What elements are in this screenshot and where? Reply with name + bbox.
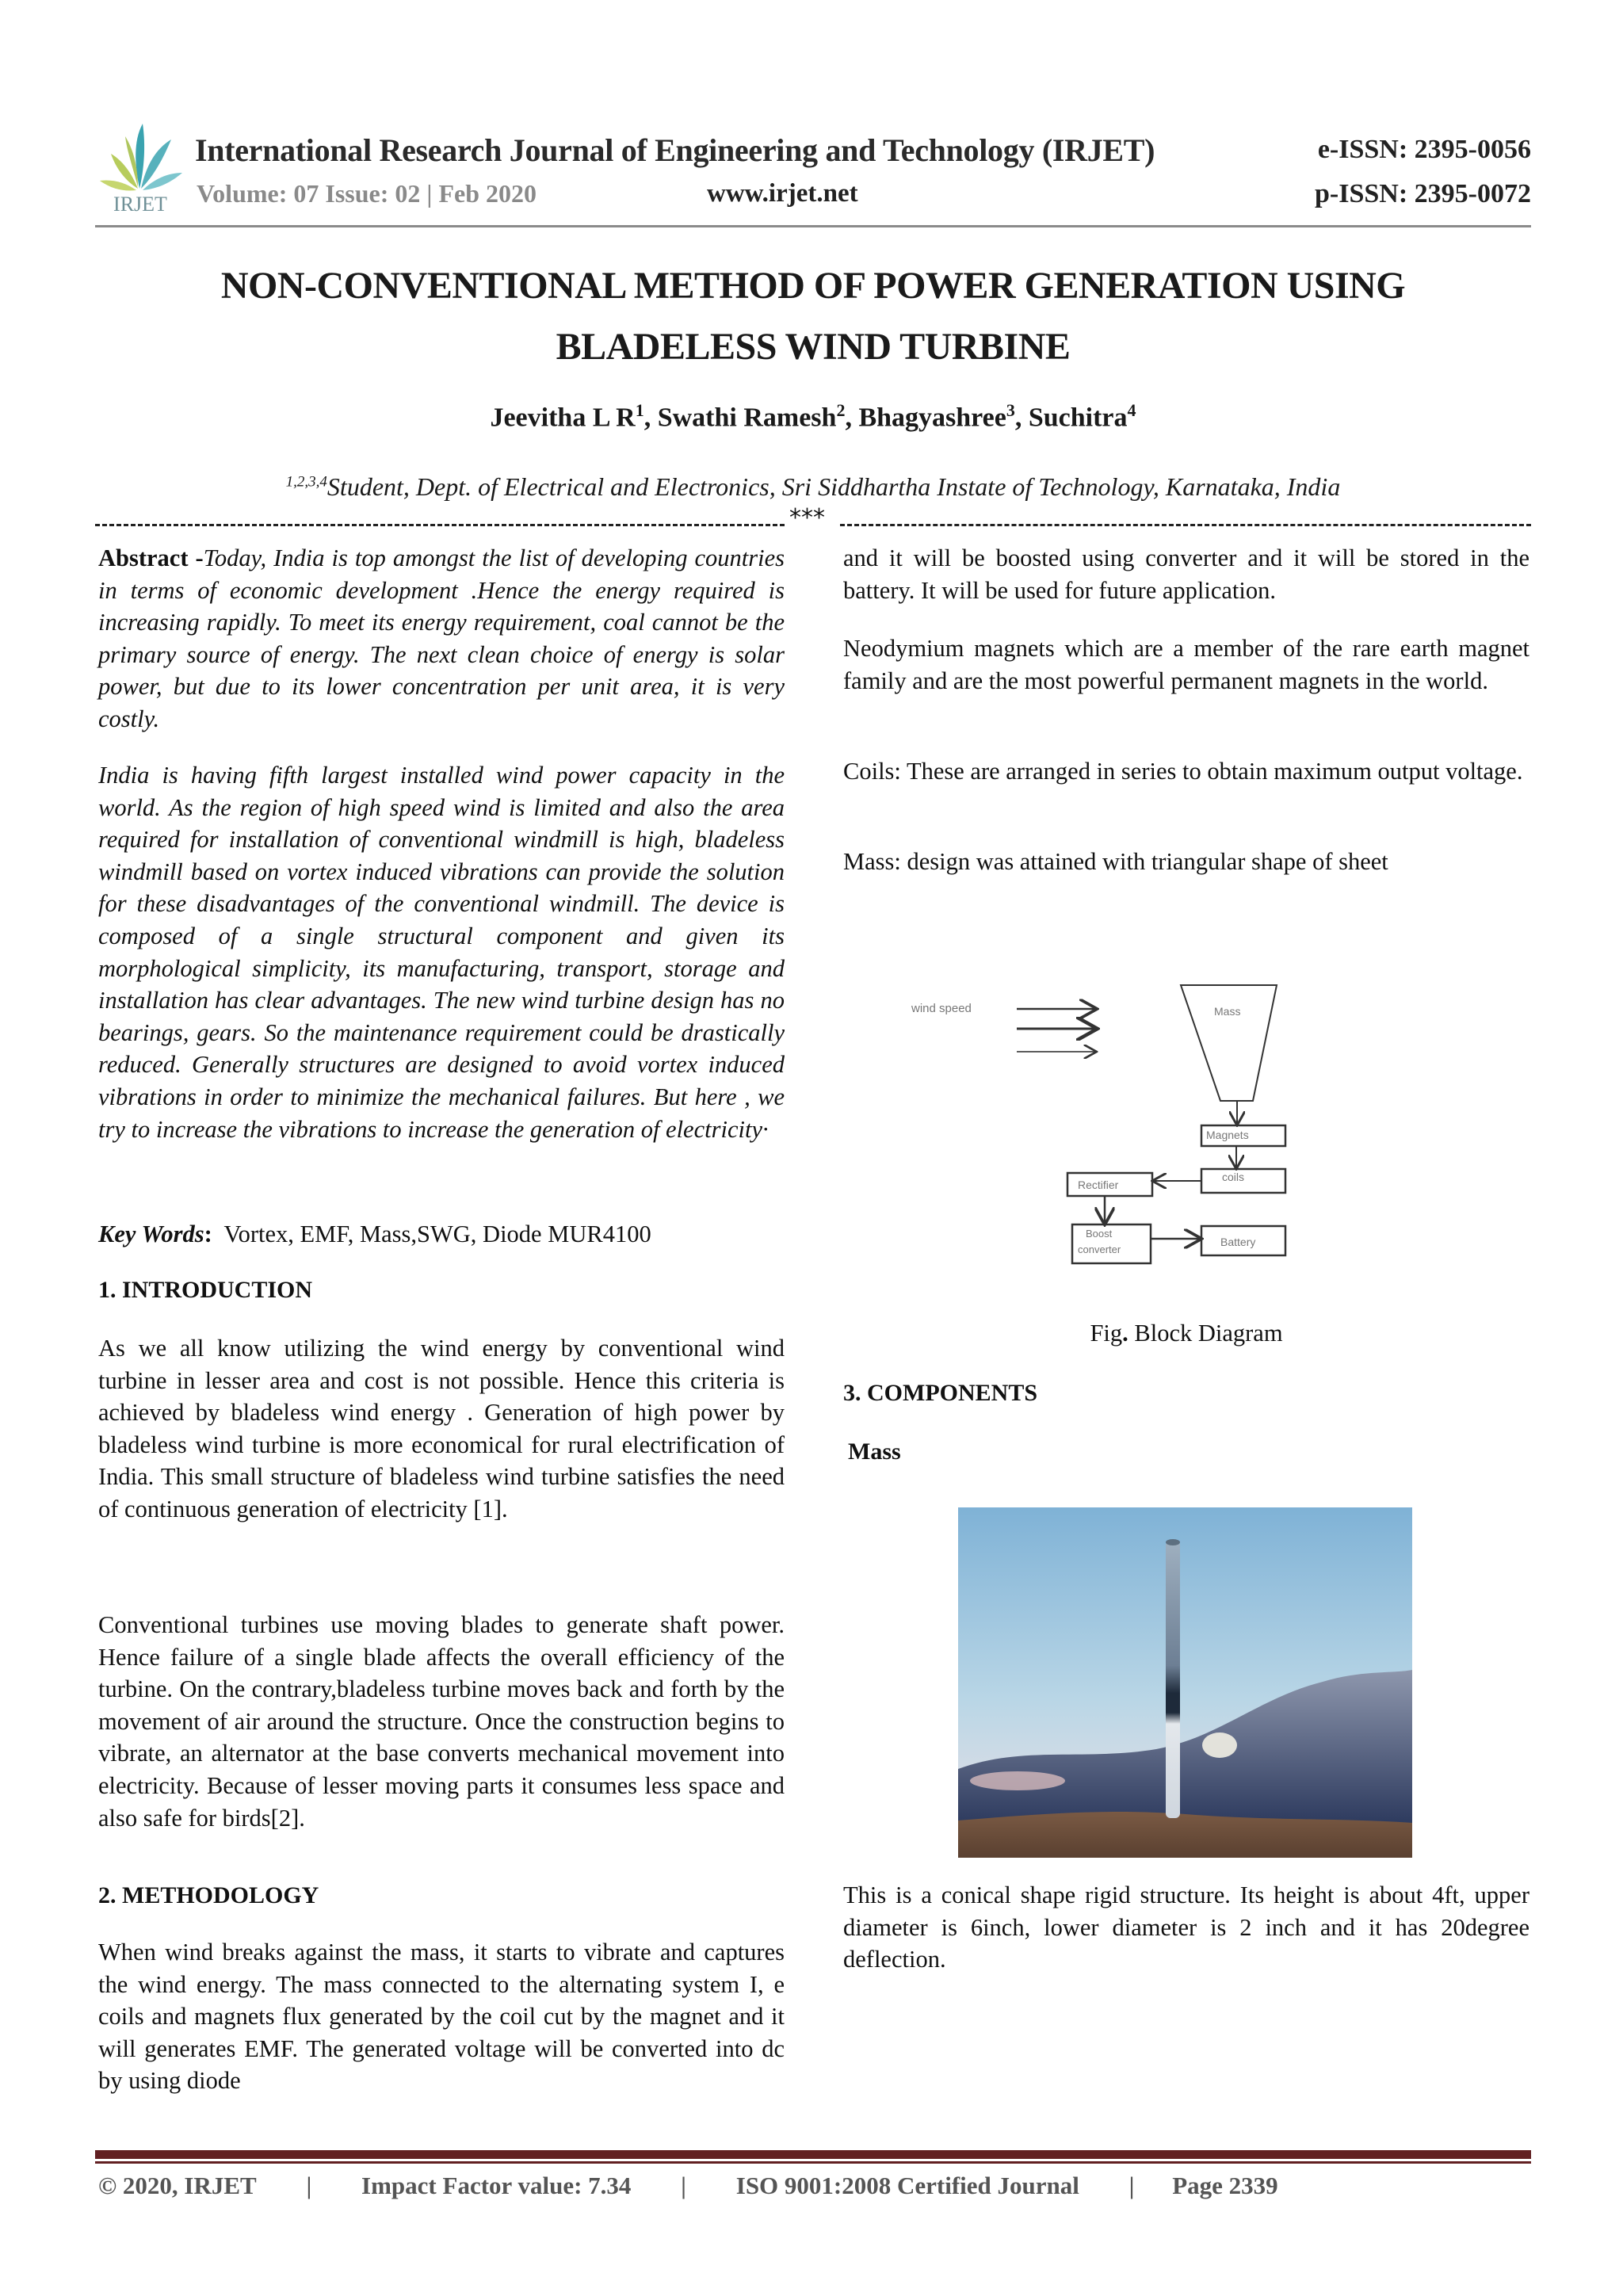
author-sup: 1 bbox=[635, 400, 644, 420]
magnets-block bbox=[1201, 1125, 1285, 1146]
e-issn: e-ISSN: 2395-0056 bbox=[1317, 135, 1531, 164]
abstract-label: Abstract - bbox=[98, 544, 204, 571]
mass-block bbox=[1181, 985, 1277, 1101]
journal-title: International Research Journal of Engineering and Technology (IRJET) bbox=[195, 132, 1155, 168]
footer-impact-factor: Impact Factor value: 7.34 bbox=[361, 2172, 632, 2199]
mass-description: This is a conical shape rigid structure. Its height is about 4ft, upper diameter is 6inch, lower diameter is 2 inch and it has 20degree deflection. bbox=[843, 1881, 1529, 1973]
keywords-list: Vortex, EMF, Mass,SWG, Diode MUR4100 bbox=[223, 1221, 651, 1247]
footer-rule-thick bbox=[95, 2150, 1531, 2159]
methodology-paragraph: When wind breaks against the mass, it starts to vibrate and captures the wind energy. The mass connected to the alternating system I, e coils and magnets flux generated by the coil cut by the magnet and it will generates EMF. The generated voltage will be converted into dc by using diode bbox=[98, 1939, 785, 2095]
mass-paragraph: Mass: design was attained with triangular shape of sheet bbox=[843, 848, 1388, 875]
svg-text:Magnets: Magnets bbox=[1206, 1129, 1249, 1141]
wind-arrows-icon bbox=[1017, 1009, 1095, 1052]
header-divider bbox=[95, 225, 1531, 227]
irjet-logo bbox=[94, 117, 187, 214]
keywords bbox=[98, 1218, 785, 1251]
block-diagram bbox=[888, 955, 1347, 1280]
section-heading-introduction: 1. INTRODUCTION bbox=[98, 1277, 313, 1303]
svg-text:Rectifier: Rectifier bbox=[1078, 1179, 1119, 1191]
neodymium-paragraph: Neodymium magnets which are a member of the rare earth magnet family and are the most powerful permanent magnets in the world. bbox=[843, 635, 1529, 694]
introduction-paragraph-2: Conventional turbines use moving blades to generate shaft power. Hence failure of a single blade affects the overall efficiency of the turbine. On the contrary,bladeless turbine moves back and forth by the movement of air around the structure. Once the construction begins to vibrate, an alternator at the base converts mechanical movement into electricity. Because of lesser moving parts it consumes less space and also safe for birds[2]. bbox=[98, 1611, 785, 1832]
section-separator bbox=[95, 504, 1531, 536]
author-sup: 4 bbox=[1127, 400, 1136, 420]
footer-iso-certification: ISO 9001:2008 Certified Journal bbox=[735, 2172, 1079, 2199]
svg-text:Battery: Battery bbox=[1220, 1236, 1256, 1248]
paper-title bbox=[95, 255, 1531, 377]
battery-block bbox=[1201, 1226, 1285, 1255]
left-column bbox=[98, 542, 785, 735]
figure-caption-dot: . bbox=[1122, 1320, 1128, 1347]
author-sup: 3 bbox=[1006, 400, 1015, 420]
author-list: Jeevitha L $R^1$, Swathi Ramesh$^2$, Bhagyashree$^3$, Suchitra$^4$ bbox=[490, 400, 1136, 433]
author-sup: 2 bbox=[836, 400, 846, 420]
affiliation-text: Student, Dept. of Electrical and Electronics, Sri Siddhartha Instate of Technology, Karnataka, India bbox=[327, 472, 1341, 501]
svg-text:Mass: Mass bbox=[1214, 1005, 1241, 1018]
page-footer bbox=[98, 2172, 1278, 2200]
svg-text:Boost: Boost bbox=[1086, 1228, 1113, 1240]
bladeless-turbine-photo bbox=[958, 1507, 1412, 1858]
svg-text:IRJET: IRJET bbox=[113, 193, 167, 214]
footer-rule-thin bbox=[95, 2161, 1531, 2164]
author-name: Swathi Ramesh bbox=[657, 403, 837, 433]
keywords-label: Key Words bbox=[98, 1221, 204, 1247]
abstract-paragraph-1 bbox=[98, 542, 785, 735]
footer-divider: | bbox=[306, 2172, 312, 2199]
section-heading-components: 3. COMPONENTS bbox=[843, 1380, 1038, 1406]
journal-website-link[interactable]: www.irjet.net bbox=[707, 179, 858, 208]
volume-issue: Volume: 07 Issue: 02 | Feb 2020 bbox=[197, 179, 537, 208]
author-name: Suchitra bbox=[1028, 403, 1128, 433]
affiliation bbox=[95, 472, 1531, 502]
svg-text:converter: converter bbox=[1078, 1244, 1121, 1255]
abstract-paragraph-2: India is having fifth largest installed wind power capacity in the world. As the region of high speed wind is limited and also the area required for installation of conventional windmill is high, bladeless windmill based on vortex induced vibrations can provide the solution for these disadvantages of the conventional windmill. The device is composed of a single structural component and given its morphological simplicity, its manufacturing, transport, storage and installation has clear advantages. The new wind turbine design has no bearings, gears. So the maintenance requirement could be drastically reduced. Generally structures are designed to avoid vortex induced vibrations in order to minimize the mechanical failures. But here , we try to increase the vibrations to increase the generation of electricity· bbox=[98, 762, 785, 1143]
turbine-photo-image bbox=[958, 1507, 1412, 1858]
methodology-paragraph-continued: and it will be boosted using converter and it will be stored in the battery. It will be used for future application. bbox=[843, 544, 1529, 604]
footer-copyright: © 2020, IRJET bbox=[98, 2172, 257, 2199]
affiliation-sup: 1,2,3,4 bbox=[285, 473, 327, 491]
abstract-text-1: Today, India is top amongst the list of developing countries in terms of economic development .Hence the energy required is increasing rapidly. To meet its energy requirement, coal cannot be the primary source of energy. The next clean choice of energy is solar power, but due to its lower concentration per unit area, it is very costly. bbox=[98, 544, 785, 732]
separator-stars: *** bbox=[789, 504, 825, 532]
svg-text:coils: coils bbox=[1222, 1171, 1245, 1183]
footer-page-number: Page 2339 bbox=[1172, 2172, 1278, 2199]
figure-caption-prefix: Fig bbox=[1090, 1320, 1123, 1347]
boost-converter-block bbox=[1072, 1224, 1151, 1263]
leaf-logo-icon bbox=[94, 117, 187, 214]
introduction-paragraph-1: As we all know utilizing the wind energy by conventional wind turbine in lesser area and cost is not possible. Hence this criteria is achieved by bladeless wind energy . Generation of high power by bladeless wind turbine is more economical for rural electrification of India. This small structure of bladeless wind turbine satisfies the need of continuous generation of electricity [1]. bbox=[98, 1335, 785, 1522]
figure-caption bbox=[843, 1317, 1529, 1350]
paper-title-line-1: NON-CONVENTIONAL METHOD OF POWER GENERATION USING bbox=[220, 265, 1406, 307]
author-name: Jeevitha L R bbox=[490, 403, 636, 433]
keywords-colon: : bbox=[204, 1221, 212, 1247]
dashed-rule-left bbox=[95, 524, 785, 526]
subheading-mass: Mass bbox=[848, 1438, 901, 1465]
rectifier-block bbox=[1067, 1173, 1152, 1196]
svg-text:wind speed: wind speed bbox=[911, 1002, 972, 1015]
paper-title-line-2: BLADELESS WIND TURBINE bbox=[556, 326, 1071, 368]
figure-caption-text: Block Diagram bbox=[1128, 1320, 1283, 1347]
footer-divider: | bbox=[681, 2172, 686, 2199]
p-issn: p-ISSN: 2395-0072 bbox=[1315, 179, 1531, 208]
footer-divider: | bbox=[1128, 2172, 1135, 2199]
coils-paragraph: Coils: These are arranged in series to obtain maximum output voltage. bbox=[843, 758, 1523, 785]
section-heading-methodology: 2. METHODOLOGY bbox=[98, 1882, 319, 1908]
dashed-rule-right bbox=[840, 524, 1531, 526]
author-name: Bhagyashree bbox=[858, 403, 1006, 433]
wind-speed-label bbox=[911, 1002, 972, 1015]
coils-block bbox=[1201, 1169, 1285, 1193]
